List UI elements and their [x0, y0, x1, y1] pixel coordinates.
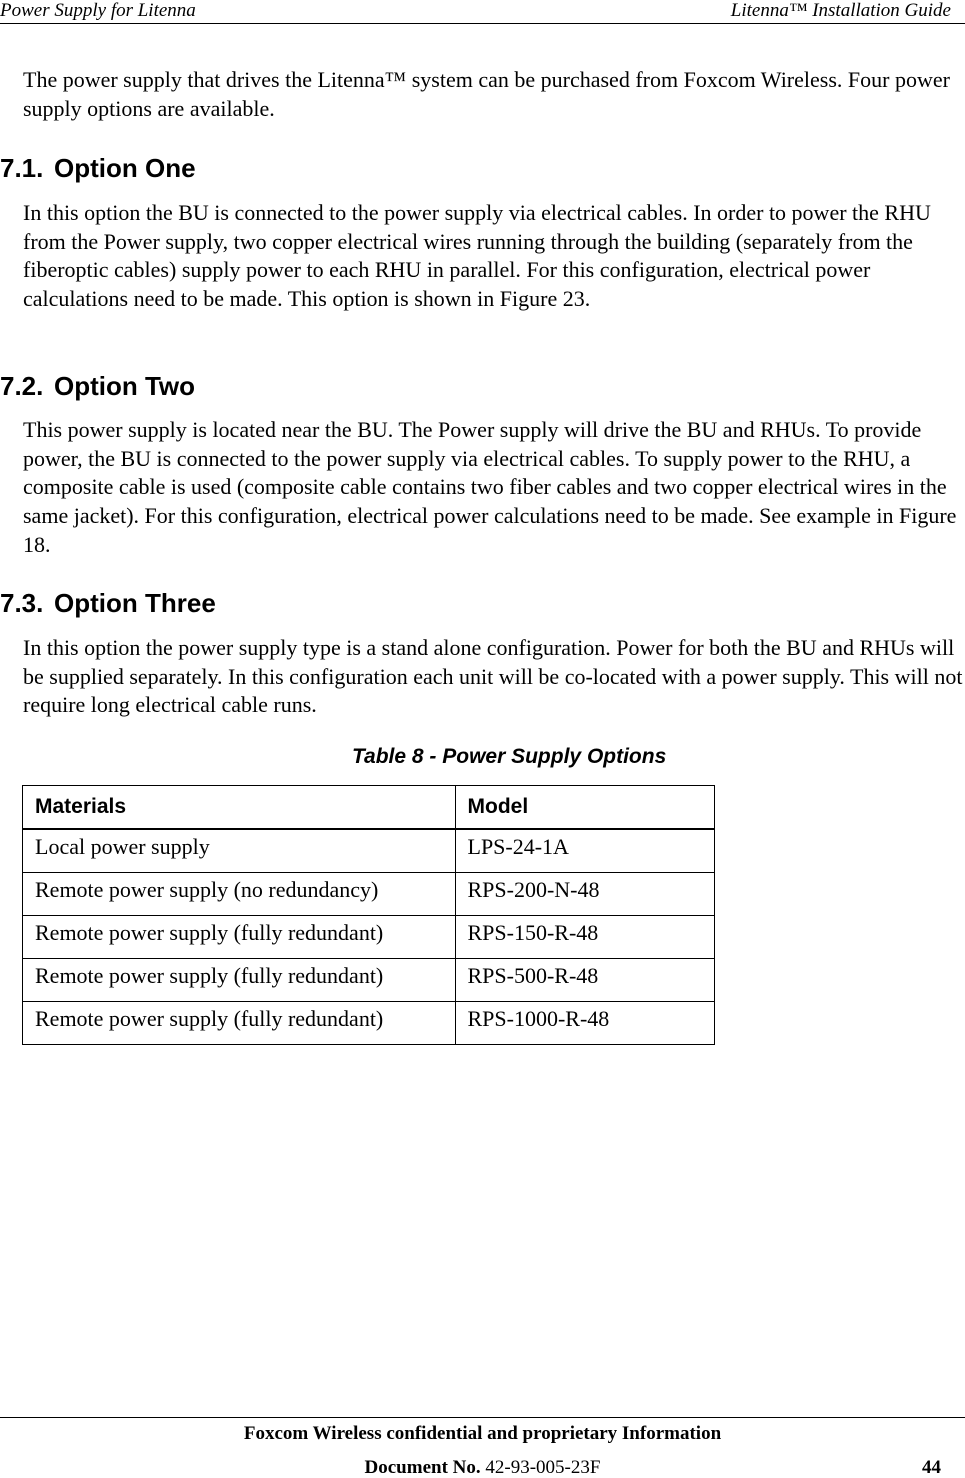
power-supply-options-table — [22, 785, 715, 1045]
header-document-section: Power Supply for Litenna — [0, 0, 196, 21]
footer-confidential-notice: Foxcom Wireless confidential and proprietary Information — [243, 1423, 722, 1444]
model-cell: LPS-24-1A — [455, 829, 715, 873]
materials-cell: Remote power supply (fully redundant) — [23, 916, 456, 959]
model-cell: RPS-500-R-48 — [455, 959, 715, 1002]
table-row — [23, 959, 715, 1002]
materials-cell: Remote power supply (fully redundant) — [23, 1002, 456, 1045]
section-heading-option-one — [0, 153, 196, 183]
section-number: 7.3. — [0, 588, 44, 618]
table-row — [23, 1002, 715, 1045]
page-number: 44 — [922, 1457, 941, 1478]
header-divider — [0, 23, 965, 24]
footer-divider — [0, 1417, 965, 1418]
intro-paragraph: The power supply that drives the Litenna™ system can be purchased from Foxcom Wireless. Four power supply options are available. — [23, 67, 950, 121]
section-title: Option One — [54, 153, 196, 183]
section-body-option-two: This power supply is located near the BU. The Power supply will drive the BU and RHUs. To provide power, the BU is connected to the power supply via electrical cables. To supply power to the RHU, a composite cable is used (composite cable contains two fiber cables and two copper electrical wires in the same jacket). For this configuration, electrical power calculations need to be made. See example in Figure 18. — [23, 417, 957, 557]
section-heading-option-three — [0, 588, 216, 618]
model-cell: RPS-150-R-48 — [455, 916, 715, 959]
table-caption: Table 8 - Power Supply Options — [352, 745, 667, 768]
section-body-option-one: In this option the BU is connected to the power supply via electrical cables. In order to power the RHU from the Power supply, two copper electrical wires running through the building (separately from the fiberoptic cables) supply power to each RHU in parallel. For this configuration, electrical power calculations need to be made. This option is shown in Figure 23. — [23, 200, 931, 312]
section-body-option-three: In this option the power supply type is a stand alone configuration. Power for both the BU and RHUs will be supplied separately. In this configuration each unit will be co-located with a power supply. This will not require long electrical cable runs. — [23, 635, 963, 718]
table-row — [23, 916, 715, 959]
section-number: 7.2. — [0, 371, 44, 401]
section-heading-option-two — [0, 371, 195, 401]
column-header-materials: Materials — [23, 786, 456, 830]
model-cell: RPS-1000-R-48 — [455, 1002, 715, 1045]
document-number-value: 42-93-005-23F — [485, 1457, 601, 1478]
materials-cell: Remote power supply (fully redundant) — [23, 959, 456, 1002]
document-number-label: Document No. — [364, 1457, 481, 1478]
materials-cell: Local power supply — [23, 829, 456, 873]
header-document-title: Litenna™ Installation Guide — [730, 0, 951, 21]
section-number: 7.1. — [0, 153, 44, 183]
materials-cell: Remote power supply (no redundancy) — [23, 873, 456, 916]
section-title: Option Two — [54, 371, 196, 401]
table-header-row — [23, 786, 715, 830]
model-cell: RPS-200-N-48 — [455, 873, 715, 916]
section-title: Option Three — [54, 588, 216, 618]
footer-document-number — [0, 1458, 965, 1478]
column-header-model: Model — [455, 786, 715, 830]
table-row — [23, 829, 715, 873]
table-row — [23, 873, 715, 916]
